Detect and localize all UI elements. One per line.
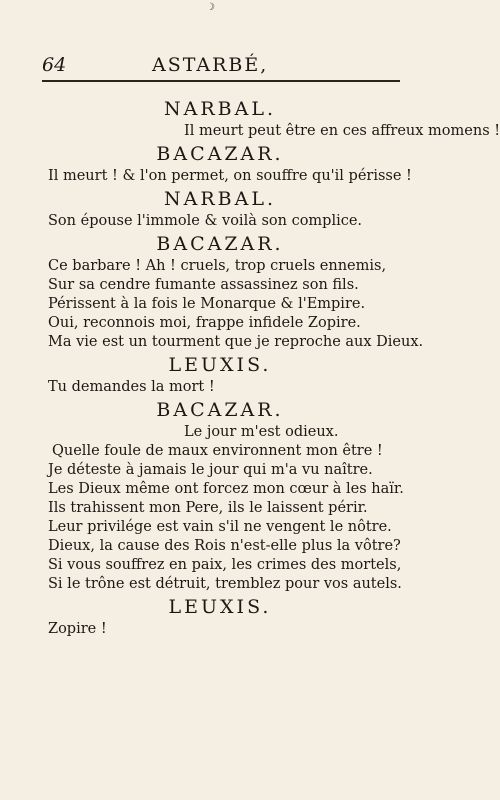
verse-line: Quelle foule de maux environnent mon être ! [52, 443, 383, 459]
running-title: ASTARBÉ, [152, 54, 269, 76]
speaker-name: LEUXIS. [168, 596, 272, 618]
speaker-name: NARBAL. [164, 188, 276, 210]
play-text [48, 96, 500, 639]
verse-line: Sur sa cendre fumante assassinez son fils. [48, 277, 359, 293]
verse-line: Ce barbare ! Ah ! cruels, trop cruels ennemis, [48, 258, 387, 274]
verse-line: Tu demandes la mort ! [48, 379, 215, 395]
page-header [42, 50, 400, 82]
printer-ornament: ☽ [206, 2, 215, 13]
speaker-name: BACAZAR. [156, 399, 284, 421]
speaker-name: LEUXIS. [168, 354, 272, 376]
verse-line: Ils trahissent mon Pere, ils le laissent périr. [48, 500, 368, 516]
verse-line: Ma vie est un tourment que je reproche aux Dieux. [48, 334, 424, 350]
verse-line: Dieux, la cause des Rois n'est-elle plus la vôtre? [48, 538, 401, 554]
verse-line: Périssent à la fois le Monarque & l'Empire. [48, 296, 366, 312]
speaker-name: BACAZAR. [156, 233, 284, 255]
verse-line: Il meurt peut être en ces affreux momens ! [184, 123, 500, 139]
verse-line: Il meurt ! & l'on permet, on souffre qu'il périsse ! [48, 168, 412, 184]
verse-line: Si vous souffrez en paix, les crimes des mortels, [48, 557, 402, 573]
verse-line: Son épouse l'immole & voilà son complice. [48, 213, 363, 229]
page-number: 64 [42, 54, 67, 76]
verse-line: Les Dieux même ont forcez mon cœur à les haïr. [48, 481, 404, 497]
verse-line: Zopire ! [48, 621, 107, 637]
verse-line: Si le trône est détruit, tremblez pour vos autels. [48, 576, 402, 592]
verse-line: Leur privilége est vain s'il ne vengent le nôtre. [48, 519, 392, 535]
verse-line: Le jour m'est odieux. [184, 424, 339, 440]
verse-line: Je déteste à jamais le jour qui m'a vu naître. [48, 462, 373, 478]
speaker-name: BACAZAR. [156, 143, 284, 165]
verse-line: Oui, reconnois moi, frappe infidele Zopire. [48, 315, 361, 331]
speaker-name: NARBAL. [164, 98, 276, 120]
